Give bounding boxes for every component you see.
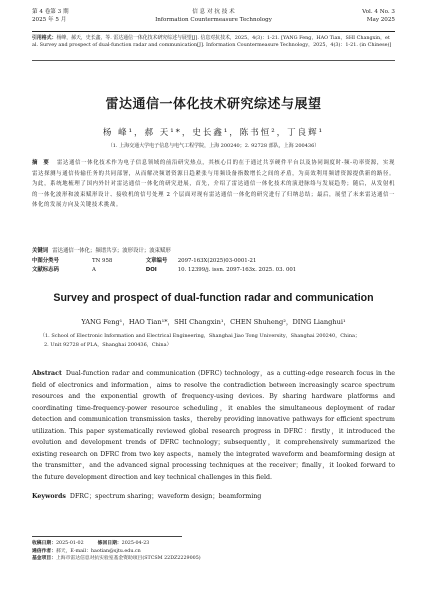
meta-row-2 xyxy=(32,266,332,274)
fund-label: 基金项目： xyxy=(32,556,56,562)
footnote-corresponding xyxy=(32,548,395,556)
footnote-divider xyxy=(32,536,182,537)
citation-text: 杨峰，郝天，史长鑫，等. 雷达通信一体化技术研究综述与展望[J]. 信息对抗技术，2025，4(3)：1-21. [YANG Feng，HAO Tian，SHI Changxin，et al. Survey and prospect of dual-function radar and communication[J]. Information Countermeasure Technology，2025，4(3)：1-21. (in Chinese)] xyxy=(32,35,392,48)
header-date-cn: 2025 年 5 月 xyxy=(32,17,67,23)
citation-block xyxy=(32,35,395,49)
revised-date: 2025-04-23 xyxy=(121,541,150,546)
citation-divider xyxy=(32,60,395,61)
abstract-label-en: Abstract xyxy=(32,370,62,377)
doc-code-value: A xyxy=(92,267,96,273)
keywords-cn xyxy=(32,247,395,255)
corr-label: 通信作者： xyxy=(32,548,56,554)
abstract-en xyxy=(32,368,395,483)
abstract-text-en: Dual-function radar and communication (DFRC) technology，as a cutting-edge research focus in the field of electronics and information，aims to resolve the contradiction between increasingly scarce spectrum resources and the exponential growth of frequency-using devices. By sharing hardware platforms and coordinating time-frequency-power resource scheduling，it enables the simultaneous deployment of radar detection and communication transmission tasks，thereby providing innovative pathways for efficient spectrum utilization. This paper systematically reviewed global research progress in DFRC：firstly，it introduced the evolution and development trends of DFRC technology；subsequently，it comprehensively summarized the existing research on DFRC from two key aspects，namely the integrated waveform and beamforming design at the transmitter，and the advanced signal processing techniques at the receiver；finally，it looked forward to the future development direction and key technical challenges in this field. xyxy=(32,370,395,481)
clc-label: 中图分类号 xyxy=(32,258,59,264)
keywords-label-en: Keywords xyxy=(32,493,66,500)
title-en: Survey and prospect of dual-function radar and communication xyxy=(53,292,374,304)
abstract-cn xyxy=(32,158,395,211)
doi-label: DOI xyxy=(145,267,157,273)
running-header xyxy=(32,8,395,30)
authors-en: YANG Feng¹，HAO Tian¹*，SHI Changxin¹，CHEN Shuheng²，DING Lianghui¹ xyxy=(81,318,346,326)
keywords-text-en: DFRC；spectrum sharing；waveform design；beamforming xyxy=(69,493,262,500)
affiliation-cn: （1. 上海交通大学电子信息与电气工程学院，上海 200240；2. 92728 部队，上海 200436） xyxy=(107,143,320,149)
footnote-block xyxy=(32,540,395,563)
keywords-text-cn: 雷达通信一体化；频谱共享；波形设计；波束赋形 xyxy=(52,248,171,254)
revised-label: 修回日期： xyxy=(97,541,122,546)
keywords-en xyxy=(32,492,395,502)
header-issue: 第 4 卷第 3 期 xyxy=(32,9,69,15)
keywords-label-cn: 关键词 xyxy=(32,248,49,254)
received-date: 2025-01-02 xyxy=(56,541,84,546)
journal-name-en: Information Countermeasure Technology xyxy=(155,17,272,23)
fund-text: 上海市雷达信息对抗实验室基金资助项目(STCSM 22DZ2229005) xyxy=(56,556,201,562)
footnote-dates xyxy=(32,540,395,548)
header-divider xyxy=(32,31,395,32)
header-right xyxy=(362,8,395,24)
received-label: 收稿日期： xyxy=(32,541,56,546)
affiliation-en-line-1: （1. School of Electronic Information and Electrical Engineering，Shanghai Jiao Tong University，Shanghai 200240，China； xyxy=(40,333,361,339)
meta-row-1 xyxy=(32,257,332,265)
doi-value: 10. 12399/j. issn. 2097-163x. 2025. 03. 001 xyxy=(177,267,297,273)
citation-label: 引用格式： xyxy=(32,35,57,41)
authors-cn: 杨 峰¹，郝 天¹*，史长鑫¹，陈书恒²，丁良辉¹ xyxy=(102,128,325,138)
abstract-text-cn: 雷达通信一体化技术作为电子信息领域的前沿研究热点，其核心目的在于通过共享硬件平台以及协同调度时-频-功率资源，实现雷达探测与通信传输任务的共同部署，从而解决频谱资源日趋紧张与用频设备指数增长之间的矛盾，为高效利用频谱资源提供新的路径。为此，系统地梳理了国内外针对雷达通信一体化的研究进展，首先，介绍了雷达通信一体化技术的演进脉络与发展趋势；随后，从发射机的一体化波形和波束赋形设计、接收机的信号处理 2 个层面对现有雷达通信一体化的研究进行了归纳总结；最后，展望了未来雷达通信一体化的发展方向及关键技术挑战。 xyxy=(32,160,395,209)
header-center xyxy=(32,8,395,24)
affiliation-en xyxy=(40,332,395,350)
title-cn: 雷达通信一体化技术研究综述与展望 xyxy=(105,97,322,112)
abstract-label-cn: 摘 要 xyxy=(32,160,51,166)
article-no-value: 2097-163X(2025)03-0001-21 xyxy=(177,258,257,264)
header-date-en: May 2025 xyxy=(366,17,395,23)
journal-name-cn: 信 息 对 抗 技 术 xyxy=(192,9,235,15)
header-volume: Vol. 4 No. 3 xyxy=(362,9,395,15)
corr-text: 郝天，E-mail：haotian@sjtu.edu.cn xyxy=(56,548,141,554)
clc-value: TN 958 xyxy=(92,258,113,264)
article-no-label: 文章编号 xyxy=(145,258,168,264)
footnote-fund xyxy=(32,555,395,563)
affiliation-en-line-2: 2. Unit 92728 of PLA，Shanghai 200436，China） xyxy=(44,342,172,348)
doc-code-label: 文献标志码 xyxy=(32,267,59,273)
